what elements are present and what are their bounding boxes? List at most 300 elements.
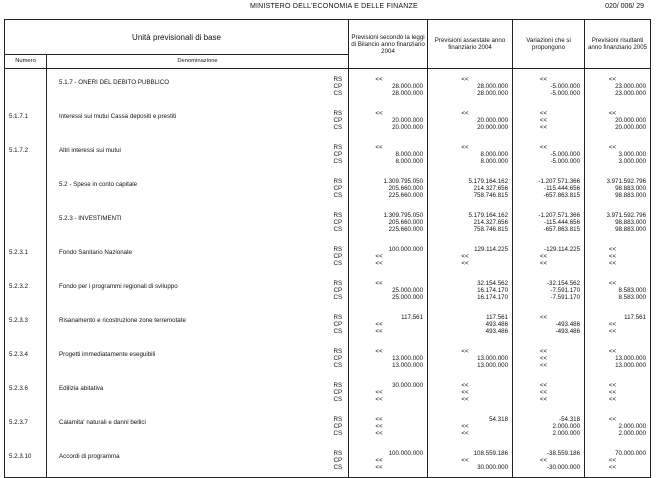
row-v2-values xyxy=(428,69,513,104)
row-code xyxy=(5,137,47,171)
amount-v1: 205.660.000 xyxy=(388,185,424,192)
type-tag: CP xyxy=(333,287,343,294)
amount-v4: 8.583.000 xyxy=(618,287,647,294)
amount-v3: -54.318 xyxy=(559,416,581,423)
amount-v1: 205.660.000 xyxy=(388,219,424,226)
amount-v1: << xyxy=(375,260,383,267)
type-tag: RS xyxy=(333,416,343,423)
row-v1-values xyxy=(349,273,428,307)
amount-v1: 8.000.000 xyxy=(395,151,424,158)
amount-v4: 20.000.000 xyxy=(615,117,647,124)
amount-v4: << xyxy=(608,396,617,403)
amount-v3: << xyxy=(539,260,548,267)
budget-table xyxy=(4,19,651,478)
amount-v3: 2.000.000 xyxy=(552,423,581,430)
amount-v3: << xyxy=(539,457,548,464)
amount-v4: 3.971.592.796 xyxy=(606,178,647,185)
type-tag: CS xyxy=(333,294,343,301)
amount-v2: 117.561 xyxy=(486,314,509,321)
amount-v2: << xyxy=(461,430,469,437)
amount-v2: 32.154.562 xyxy=(477,280,509,287)
amount-v2: 30.000.000 xyxy=(477,464,509,471)
amount-v1: << xyxy=(375,457,383,464)
row-v4-values xyxy=(585,171,651,205)
amount-v2: 758.746.815 xyxy=(473,192,509,199)
table-row xyxy=(5,341,651,375)
row-v2-values xyxy=(428,375,513,409)
amount-v2: 8.000.000 xyxy=(480,151,509,158)
row-type-tags xyxy=(334,205,349,239)
amount-v1: 100.000.000 xyxy=(388,246,424,253)
row-type-tags xyxy=(334,137,349,171)
row-type-tags xyxy=(334,375,349,409)
amount-v4: 20.000.000 xyxy=(615,124,647,131)
row-description-text: Progetti immediatamente eseguibili xyxy=(59,351,156,358)
amount-v4: << xyxy=(608,253,617,260)
table-row xyxy=(5,375,651,409)
row-v3-values xyxy=(513,137,585,171)
row-v2-values xyxy=(428,205,513,239)
amount-v4: 2.000.000 xyxy=(618,430,647,437)
amount-v4: << xyxy=(608,321,617,328)
col-header-v1: Previsioni secondo la leggi di Bilancio anno finanziario 2004 xyxy=(349,20,428,69)
amount-v2: << xyxy=(461,423,469,430)
amount-v2: 16.174.170 xyxy=(477,287,509,294)
type-tag: CP xyxy=(333,423,343,430)
type-tag: CP xyxy=(333,117,343,124)
amount-v2: 129.114.225 xyxy=(474,246,509,253)
amount-v2: 108.559.186 xyxy=(473,450,509,457)
row-description xyxy=(47,239,334,273)
col-header-v3: Variazioni che si propongono xyxy=(513,20,585,69)
amount-v2: << xyxy=(461,76,469,83)
row-code-text: 5.2.3.3 xyxy=(9,317,28,324)
amount-v1: << xyxy=(375,280,383,287)
row-code-text: 5.1.7.1 xyxy=(9,113,28,120)
amount-v1: << xyxy=(375,416,383,423)
type-tag: RS xyxy=(333,144,343,151)
row-v2-values xyxy=(428,409,513,443)
page-header xyxy=(0,3,656,15)
amount-v4: << xyxy=(608,348,617,355)
amount-v3: -115.444.656 xyxy=(544,185,581,192)
amount-v2: 16.174.170 xyxy=(477,294,509,301)
amount-v4: 3.971.592.796 xyxy=(606,212,647,219)
row-code xyxy=(5,341,47,375)
amount-v3: -5.000.000 xyxy=(550,90,581,97)
amount-v3: -5.000.000 xyxy=(550,151,581,158)
row-v2-values xyxy=(428,273,513,307)
amount-v4: << xyxy=(608,464,617,471)
row-code-text: 5.1.7.2 xyxy=(9,147,28,154)
row-code xyxy=(5,307,47,341)
amount-v4: 3.000.000 xyxy=(618,151,647,158)
type-tag: RS xyxy=(333,110,343,117)
amount-v3: << xyxy=(539,124,548,131)
type-tag: RS xyxy=(333,246,343,253)
type-tag: CS xyxy=(333,464,343,471)
amount-v3: << xyxy=(539,348,548,355)
type-tag: CS xyxy=(333,226,343,233)
amount-v3: -657.863.815 xyxy=(543,226,581,233)
amount-v1: 225.660.000 xyxy=(388,226,424,233)
amount-v3: << xyxy=(539,76,548,83)
row-code xyxy=(5,69,47,104)
col-header-v2: Previsioni assestate anno finanziario 2004 xyxy=(428,20,513,69)
row-v3-values xyxy=(513,239,585,273)
type-tag: CS xyxy=(333,192,343,199)
row-code xyxy=(5,205,47,239)
amount-v1: 100.000.000 xyxy=(388,450,424,457)
type-tag: CP xyxy=(333,83,343,90)
type-tag: CP xyxy=(333,185,343,192)
amount-v4: 23.000.000 xyxy=(615,83,647,90)
table-row xyxy=(5,205,651,239)
row-v1-values xyxy=(349,239,428,273)
table-row xyxy=(5,171,651,205)
type-tag: RS xyxy=(333,280,343,287)
row-code-text: 5.2.3.2 xyxy=(9,283,28,290)
amount-v3: -1.207.571.366 xyxy=(538,212,581,219)
amount-v2: << xyxy=(461,396,469,403)
row-type-tags xyxy=(334,273,349,307)
amount-v1: << xyxy=(375,430,383,437)
amount-v2: << xyxy=(461,253,469,260)
amount-v4: << xyxy=(608,110,617,117)
type-tag: RS xyxy=(333,348,343,355)
row-description xyxy=(47,103,334,137)
row-description-text: 5.2.3 - INVESTIMENTI xyxy=(59,215,122,222)
row-type-tags xyxy=(334,307,349,341)
row-description-text: 5.2 - Spese in conto capitale xyxy=(59,181,138,188)
amount-v4: 2.000.000 xyxy=(618,423,647,430)
amount-v3: << xyxy=(539,382,548,389)
amount-v2: 13.000.000 xyxy=(477,355,509,362)
row-type-tags xyxy=(334,443,349,478)
amount-v2: 214.327.656 xyxy=(473,219,509,226)
type-tag: RS xyxy=(333,314,343,321)
row-v3-values xyxy=(513,341,585,375)
amount-v1: 25.000.000 xyxy=(392,294,424,301)
row-v4-values xyxy=(585,103,651,137)
row-v2-values xyxy=(428,171,513,205)
type-tag: CS xyxy=(333,90,343,97)
amount-v1: 8.000.000 xyxy=(395,158,424,165)
type-tag: CS xyxy=(333,362,343,369)
amount-v2: 8.000.000 xyxy=(480,158,509,165)
amount-v4: 98.883.000 xyxy=(615,185,647,192)
row-v1-values xyxy=(349,103,428,137)
row-v3-values xyxy=(513,409,585,443)
amount-v4: << xyxy=(608,144,617,151)
type-tag: CS xyxy=(333,124,343,131)
row-code-text: 5.2.3.7 xyxy=(9,419,28,426)
row-v1-values xyxy=(349,341,428,375)
amount-v3: -657.863.815 xyxy=(543,192,581,199)
amount-v4: 98.883.000 xyxy=(615,192,647,199)
col-header-denominazione: Denominazione xyxy=(47,55,349,69)
amount-v2: << xyxy=(461,110,469,117)
row-description-text: Accordi di programma xyxy=(59,453,120,460)
ministry-title: MINISTERO DELL'ECONOMIA E DELLE FINANZE xyxy=(250,3,418,10)
row-v1-values xyxy=(349,137,428,171)
table-row xyxy=(5,239,651,273)
amount-v4: << xyxy=(608,328,617,335)
row-description-text: Fondo per i programmi regionali di sviluppo xyxy=(59,283,178,290)
amount-v1: 28.000.000 xyxy=(392,83,424,90)
amount-v4: 13.000.000 xyxy=(615,362,647,369)
amount-v3: -30.000.000 xyxy=(547,464,581,471)
row-v3-values xyxy=(513,171,585,205)
table-row xyxy=(5,103,651,137)
amount-v3: -5.000.000 xyxy=(550,83,581,90)
amount-v4: 13.000.000 xyxy=(615,355,647,362)
type-tag: CS xyxy=(333,260,343,267)
row-code-text: 5.2.3.4 xyxy=(9,351,28,358)
amount-v2: 5.179.164.162 xyxy=(468,212,509,219)
amount-v1: << xyxy=(375,389,383,396)
row-v3-values xyxy=(513,69,585,104)
row-description xyxy=(47,205,334,239)
amount-v1: << xyxy=(375,76,383,83)
row-v4-values xyxy=(585,341,651,375)
amount-v2: 54.318 xyxy=(489,416,509,423)
amount-v1: << xyxy=(375,396,383,403)
row-code-text: 5.2.3.1 xyxy=(9,249,28,256)
amount-v3: << xyxy=(539,396,548,403)
units-title: Unità previsionali di base xyxy=(5,20,349,55)
type-tag: CS xyxy=(333,430,343,437)
amount-v3: << xyxy=(539,253,548,260)
amount-v2: 214.327.656 xyxy=(473,185,509,192)
row-description xyxy=(47,375,334,409)
amount-v3: -32.154.562 xyxy=(547,280,581,287)
row-v3-values xyxy=(513,205,585,239)
amount-v2: << xyxy=(461,457,469,464)
amount-v2: << xyxy=(461,389,469,396)
amount-v2: 20.000.000 xyxy=(477,124,509,131)
row-description xyxy=(47,307,334,341)
amount-v1: 1.309.795.050 xyxy=(383,212,424,219)
amount-v3: << xyxy=(539,144,548,151)
row-type-tags xyxy=(334,69,349,104)
amount-v2: 13.000.000 xyxy=(477,362,509,369)
amount-v4: << xyxy=(608,76,617,83)
amount-v4: << xyxy=(608,457,617,464)
type-tag: RS xyxy=(333,212,343,219)
amount-v3: 2.000.000 xyxy=(552,430,581,437)
row-type-tags xyxy=(334,409,349,443)
row-code-text: 5.2.3.6 xyxy=(9,385,28,392)
amount-v4: << xyxy=(608,416,617,423)
amount-v2: 28.000.000 xyxy=(477,83,509,90)
amount-v3: -129.114.225 xyxy=(544,246,581,253)
row-v2-values xyxy=(428,341,513,375)
row-description xyxy=(47,409,334,443)
type-tag: CS xyxy=(333,396,343,403)
row-v2-values xyxy=(428,443,513,478)
amount-v3: << xyxy=(539,389,548,396)
amount-v3: << xyxy=(539,355,548,362)
amount-v4: 98.883.000 xyxy=(615,219,647,226)
row-code-text: 5.2.3.10 xyxy=(9,453,32,460)
amount-v1: 13.000.000 xyxy=(392,355,424,362)
amount-v2: 493.486 xyxy=(485,328,509,335)
table-row xyxy=(5,69,651,104)
type-tag: RS xyxy=(333,178,343,185)
amount-v3: -38.559.186 xyxy=(547,450,581,457)
row-description-text: 5.1.7 - ONERI DEL DEBITO PUBBLICO xyxy=(59,79,170,86)
type-tag: RS xyxy=(333,76,343,83)
row-code xyxy=(5,409,47,443)
type-tag: CP xyxy=(333,253,343,260)
amount-v2: << xyxy=(461,348,469,355)
row-v1-values xyxy=(349,443,428,478)
row-v1-values xyxy=(349,171,428,205)
row-description-text: Fondo Sanitario Nazionale xyxy=(59,249,132,256)
row-v2-values xyxy=(428,137,513,171)
row-v1-values xyxy=(349,205,428,239)
amount-v1: << xyxy=(375,328,383,335)
type-tag: RS xyxy=(333,450,343,457)
type-tag: CP xyxy=(333,389,343,396)
type-tag: CP xyxy=(333,219,343,226)
row-v3-values xyxy=(513,443,585,478)
amount-v1: << xyxy=(375,144,383,151)
row-code xyxy=(5,239,47,273)
amount-v1: << xyxy=(375,464,383,471)
amount-v4: << xyxy=(608,389,617,396)
table-row xyxy=(5,137,651,171)
amount-v4: 3.000.000 xyxy=(618,158,647,165)
row-code-text xyxy=(9,171,46,181)
amount-v3: << xyxy=(539,117,548,124)
row-v4-values xyxy=(585,409,651,443)
row-description xyxy=(47,341,334,375)
amount-v4: << xyxy=(608,382,617,389)
type-tag: CS xyxy=(333,328,343,335)
amount-v3: -5.000.000 xyxy=(550,158,581,165)
amount-v1: << xyxy=(375,423,383,430)
amount-v1: 13.000.000 xyxy=(392,362,424,369)
row-v3-values xyxy=(513,103,585,137)
type-tag: CP xyxy=(333,355,343,362)
row-v2-values xyxy=(428,239,513,273)
row-type-tags xyxy=(334,341,349,375)
col-header-numero: Numero xyxy=(15,58,36,64)
row-v4-values xyxy=(585,239,651,273)
row-v2-values xyxy=(428,103,513,137)
amount-v1: 20.000.000 xyxy=(392,117,424,124)
amount-v3: -115.444.656 xyxy=(544,219,581,226)
amount-v1: 225.660.000 xyxy=(388,192,424,199)
row-description xyxy=(47,443,334,478)
row-v1-values xyxy=(349,307,428,341)
amount-v3: << xyxy=(539,110,548,117)
amount-v2: << xyxy=(461,260,469,267)
row-description-text: Risanamento e ricostruzione zone terremotate xyxy=(59,317,186,324)
amount-v2: 20.000.000 xyxy=(477,117,509,124)
row-code-text xyxy=(9,205,46,215)
row-description-text: Calamita' naturali e danni bellici xyxy=(59,419,146,426)
row-code xyxy=(5,375,47,409)
amount-v2: 493.486 xyxy=(485,321,509,328)
amount-v4: << xyxy=(608,246,617,253)
type-tag: CP xyxy=(333,457,343,464)
col-header-v4: Previsioni risultanti anno finanziario 2005 xyxy=(585,20,651,69)
row-v4-values xyxy=(585,307,651,341)
amount-v4: 23.000.000 xyxy=(615,90,647,97)
amount-v4: 70.000.000 xyxy=(615,450,647,457)
amount-v2: 28.000.000 xyxy=(477,90,509,97)
amount-v1: 117.561 xyxy=(401,314,424,321)
row-v3-values xyxy=(513,273,585,307)
amount-v1: << xyxy=(375,110,383,117)
amount-v3: -493.486 xyxy=(555,328,581,335)
row-v1-values xyxy=(349,69,428,104)
row-v3-values xyxy=(513,307,585,341)
amount-v3: -7.591.170 xyxy=(550,294,581,301)
row-description xyxy=(47,69,334,104)
amount-v3: -1.207.571.366 xyxy=(538,178,581,185)
row-code xyxy=(5,443,47,478)
row-v1-values xyxy=(349,375,428,409)
row-description-text: Altri interessi sui mutui xyxy=(59,147,121,154)
table-row xyxy=(5,443,651,478)
row-v4-values xyxy=(585,137,651,171)
row-type-tags xyxy=(334,171,349,205)
row-v4-values xyxy=(585,205,651,239)
row-code xyxy=(5,103,47,137)
type-tag: CP xyxy=(333,321,343,328)
table-row xyxy=(5,409,651,443)
type-tag: CS xyxy=(333,158,343,165)
amount-v1: 25.000.000 xyxy=(392,287,424,294)
type-tag: RS xyxy=(333,382,343,389)
row-code xyxy=(5,273,47,307)
amount-v3: << xyxy=(539,314,548,321)
amount-v1: << xyxy=(375,321,383,328)
row-v2-values xyxy=(428,307,513,341)
row-code-text xyxy=(9,69,46,79)
row-v4-values xyxy=(585,69,651,104)
type-tag: CP xyxy=(333,151,343,158)
amount-v1: 28.000.000 xyxy=(392,90,424,97)
table-row xyxy=(5,307,651,341)
amount-v3: -493.486 xyxy=(555,321,581,328)
row-description xyxy=(47,137,334,171)
row-type-tags xyxy=(334,103,349,137)
amount-v1: << xyxy=(375,348,383,355)
amount-v4: << xyxy=(608,260,617,267)
amount-v1: 20.000.000 xyxy=(392,124,424,131)
row-type-tags xyxy=(334,239,349,273)
row-v3-values xyxy=(513,375,585,409)
row-v4-values xyxy=(585,443,651,478)
row-v1-values xyxy=(349,409,428,443)
row-description-text: Edilizia abitativa xyxy=(59,385,104,392)
table-row xyxy=(5,273,651,307)
page-reference: 020/ 006/ 29 xyxy=(605,3,644,10)
amount-v1: << xyxy=(375,253,383,260)
row-description-text: Interessi sui mutui Cassa depositi e prestiti xyxy=(59,113,177,120)
amount-v3: << xyxy=(539,362,548,369)
row-code xyxy=(5,171,47,205)
row-description xyxy=(47,171,334,205)
amount-v2: << xyxy=(461,382,469,389)
row-v4-values xyxy=(585,273,651,307)
amount-v4: 8.583.000 xyxy=(618,294,647,301)
